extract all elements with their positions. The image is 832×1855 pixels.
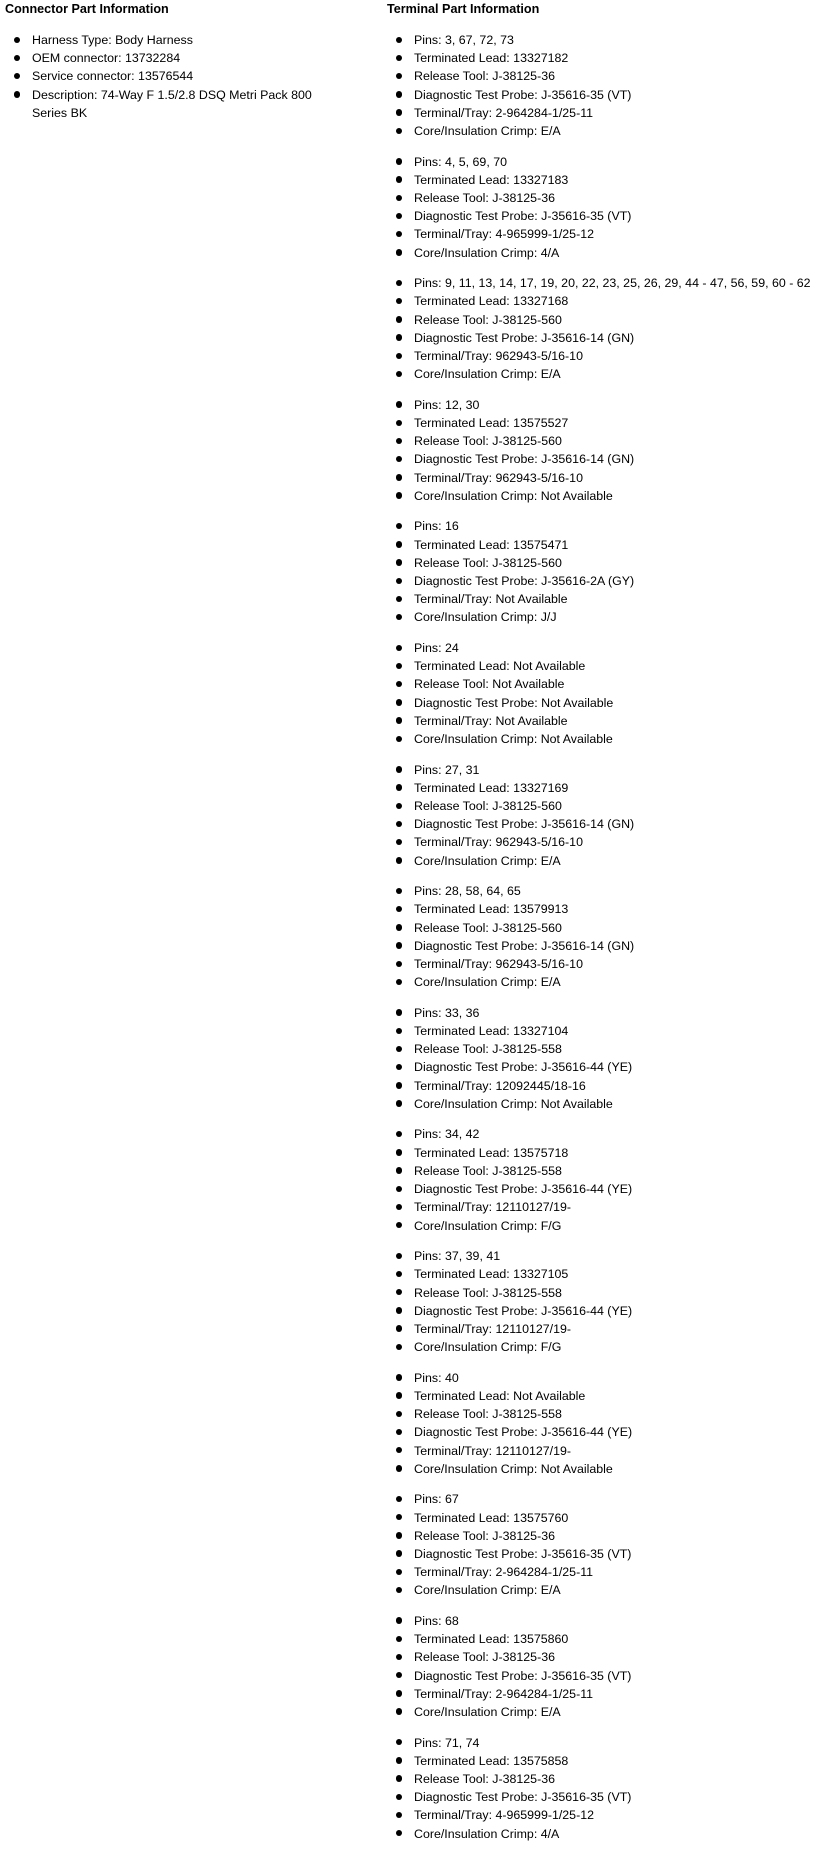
release-tool-item: Release Tool: J-38125-558 (387, 1284, 832, 1302)
terminated-lead-item: Terminated Lead: 13327169 (387, 779, 832, 797)
terminated-lead-item: Terminated Lead: 13327183 (387, 171, 832, 189)
release-tool-item: Release Tool: J-38125-560 (387, 311, 832, 329)
release-tool-item: Release Tool: J-38125-36 (387, 189, 832, 207)
diagnostic-probe-item: Diagnostic Test Probe: Not Available (387, 694, 832, 712)
crimp-item: Core/Insulation Crimp: E/A (387, 852, 832, 870)
terminal-group (387, 517, 832, 626)
terminal-tray-item: Terminal/Tray: 2-964284-1/25-11 (387, 104, 832, 122)
terminated-lead-item: Terminated Lead: 13575718 (387, 1144, 832, 1162)
pins-item: Pins: 4, 5, 69, 70 (387, 153, 832, 171)
pins-item: Pins: 16 (387, 517, 832, 535)
connector-section-heading: Connector Part Information (5, 2, 169, 16)
release-tool-item: Release Tool: J-38125-36 (387, 1648, 832, 1666)
pins-item: Pins: 9, 11, 13, 14, 17, 19, 20, 22, 23, 25, 26, 29, 44 - 47, 56, 59, 60 - 62 (387, 274, 832, 292)
terminal-tray-item: Terminal/Tray: Not Available (387, 590, 832, 608)
diagnostic-probe-item: Diagnostic Test Probe: J-35616-35 (VT) (387, 207, 832, 225)
terminated-lead-item: Terminated Lead: 13575527 (387, 414, 832, 432)
terminal-group (387, 274, 832, 383)
diagnostic-probe-item: Diagnostic Test Probe: J-35616-44 (YE) (387, 1058, 832, 1076)
crimp-item: Core/Insulation Crimp: Not Available (387, 487, 832, 505)
terminal-tray-item: Terminal/Tray: 2-964284-1/25-11 (387, 1563, 832, 1581)
crimp-item: Core/Insulation Crimp: F/G (387, 1338, 832, 1356)
terminated-lead-item: Terminated Lead: 13327104 (387, 1022, 832, 1040)
terminal-section-heading: Terminal Part Information (387, 2, 540, 16)
terminal-group (387, 1247, 832, 1356)
pins-item: Pins: 28, 58, 64, 65 (387, 882, 832, 900)
release-tool-item: Release Tool: J-38125-560 (387, 919, 832, 937)
pins-item: Pins: 71, 74 (387, 1734, 832, 1752)
diagnostic-probe-item: Diagnostic Test Probe: J-35616-35 (VT) (387, 1788, 832, 1806)
pins-item: Pins: 67 (387, 1490, 832, 1508)
terminal-group (387, 1612, 832, 1721)
diagnostic-probe-item: Diagnostic Test Probe: J-35616-14 (GN) (387, 450, 832, 468)
terminal-tray-item: Terminal/Tray: 4-965999-1/25-12 (387, 1806, 832, 1824)
diagnostic-probe-item: Diagnostic Test Probe: J-35616-44 (YE) (387, 1302, 832, 1320)
terminal-group (387, 1490, 832, 1599)
terminated-lead-item: Terminated Lead: 13575760 (387, 1509, 832, 1527)
crimp-item: Core/Insulation Crimp: Not Available (387, 1095, 832, 1113)
diagnostic-probe-item: Diagnostic Test Probe: J-35616-35 (VT) (387, 86, 832, 104)
crimp-item: Core/Insulation Crimp: 4/A (387, 1825, 832, 1843)
pins-item: Pins: 37, 39, 41 (387, 1247, 832, 1265)
terminal-group (387, 639, 832, 748)
diagnostic-probe-item: Diagnostic Test Probe: J-35616-2A (GY) (387, 572, 832, 590)
crimp-item: Core/Insulation Crimp: Not Available (387, 730, 832, 748)
pins-item: Pins: 34, 42 (387, 1125, 832, 1143)
connector-part-section (5, 0, 345, 122)
terminated-lead-item: Terminated Lead: 13327182 (387, 49, 832, 67)
terminal-group (387, 882, 832, 991)
crimp-item: Core/Insulation Crimp: J/J (387, 608, 832, 626)
terminated-lead-item: Terminated Lead: 13327168 (387, 292, 832, 310)
crimp-item: Core/Insulation Crimp: Not Available (387, 1460, 832, 1478)
service-connector-item: Service connector: 13576544 (5, 67, 345, 85)
diagnostic-probe-item: Diagnostic Test Probe: J-35616-14 (GN) (387, 815, 832, 833)
release-tool-item: Release Tool: Not Available (387, 675, 832, 693)
crimp-item: Core/Insulation Crimp: E/A (387, 1581, 832, 1599)
terminal-tray-item: Terminal/Tray: 12110127/19- (387, 1198, 832, 1216)
terminated-lead-item: Terminated Lead: 13575471 (387, 536, 832, 554)
release-tool-item: Release Tool: J-38125-36 (387, 1527, 832, 1545)
terminal-tray-item: Terminal/Tray: 2-964284-1/25-11 (387, 1685, 832, 1703)
pins-item: Pins: 24 (387, 639, 832, 657)
crimp-item: Core/Insulation Crimp: E/A (387, 122, 832, 140)
terminal-tray-item: Terminal/Tray: Not Available (387, 712, 832, 730)
terminated-lead-item: Terminated Lead: Not Available (387, 657, 832, 675)
terminated-lead-item: Terminated Lead: 13575858 (387, 1752, 832, 1770)
diagnostic-probe-item: Diagnostic Test Probe: J-35616-35 (VT) (387, 1667, 832, 1685)
release-tool-item: Release Tool: J-38125-36 (387, 67, 832, 85)
pins-item: Pins: 40 (387, 1369, 832, 1387)
pins-item: Pins: 33, 36 (387, 1004, 832, 1022)
description-item: Description: 74-Way F 1.5/2.8 DSQ Metri Pack 800 Series BK (5, 86, 345, 122)
terminal-group (387, 1004, 832, 1113)
terminated-lead-item: Terminated Lead: 13327105 (387, 1265, 832, 1283)
crimp-item: Core/Insulation Crimp: F/G (387, 1217, 832, 1235)
terminal-group (387, 153, 832, 262)
harness-type-item: Harness Type: Body Harness (5, 31, 345, 49)
diagnostic-probe-item: Diagnostic Test Probe: J-35616-35 (VT) (387, 1545, 832, 1563)
terminated-lead-item: Terminated Lead: 13575860 (387, 1630, 832, 1648)
release-tool-item: Release Tool: J-38125-560 (387, 797, 832, 815)
pins-item: Pins: 68 (387, 1612, 832, 1630)
terminal-tray-item: Terminal/Tray: 12092445/18-16 (387, 1077, 832, 1095)
terminal-group (387, 761, 832, 870)
release-tool-item: Release Tool: J-38125-560 (387, 432, 832, 450)
terminal-part-section (387, 0, 832, 1855)
pins-item: Pins: 3, 67, 72, 73 (387, 31, 832, 49)
terminal-group (387, 1369, 832, 1478)
terminated-lead-item: Terminated Lead: 13579913 (387, 900, 832, 918)
diagnostic-probe-item: Diagnostic Test Probe: J-35616-14 (GN) (387, 937, 832, 955)
release-tool-item: Release Tool: J-38125-558 (387, 1405, 832, 1423)
terminal-tray-item: Terminal/Tray: 12110127/19- (387, 1442, 832, 1460)
crimp-item: Core/Insulation Crimp: E/A (387, 973, 832, 991)
terminal-group (387, 1734, 832, 1843)
pins-item: Pins: 12, 30 (387, 396, 832, 414)
pins-item: Pins: 27, 31 (387, 761, 832, 779)
connector-info-list (5, 31, 345, 122)
terminal-tray-item: Terminal/Tray: 962943-5/16-10 (387, 469, 832, 487)
crimp-item: Core/Insulation Crimp: E/A (387, 365, 832, 383)
terminal-tray-item: Terminal/Tray: 962943-5/16-10 (387, 347, 832, 365)
terminal-tray-item: Terminal/Tray: 4-965999-1/25-12 (387, 225, 832, 243)
terminal-group (387, 1125, 832, 1234)
terminal-tray-item: Terminal/Tray: 962943-5/16-10 (387, 833, 832, 851)
terminal-group (387, 31, 832, 140)
terminal-group-list (387, 31, 832, 1843)
release-tool-item: Release Tool: J-38125-558 (387, 1040, 832, 1058)
crimp-item: Core/Insulation Crimp: 4/A (387, 244, 832, 262)
diagnostic-probe-item: Diagnostic Test Probe: J-35616-44 (YE) (387, 1180, 832, 1198)
terminal-tray-item: Terminal/Tray: 12110127/19- (387, 1320, 832, 1338)
diagnostic-probe-item: Diagnostic Test Probe: J-35616-44 (YE) (387, 1423, 832, 1441)
terminal-group (387, 396, 832, 505)
release-tool-item: Release Tool: J-38125-36 (387, 1770, 832, 1788)
release-tool-item: Release Tool: J-38125-558 (387, 1162, 832, 1180)
terminated-lead-item: Terminated Lead: Not Available (387, 1387, 832, 1405)
terminal-tray-item: Terminal/Tray: 962943-5/16-10 (387, 955, 832, 973)
diagnostic-probe-item: Diagnostic Test Probe: J-35616-14 (GN) (387, 329, 832, 347)
oem-connector-item: OEM connector: 13732284 (5, 49, 345, 67)
release-tool-item: Release Tool: J-38125-560 (387, 554, 832, 572)
crimp-item: Core/Insulation Crimp: E/A (387, 1703, 832, 1721)
